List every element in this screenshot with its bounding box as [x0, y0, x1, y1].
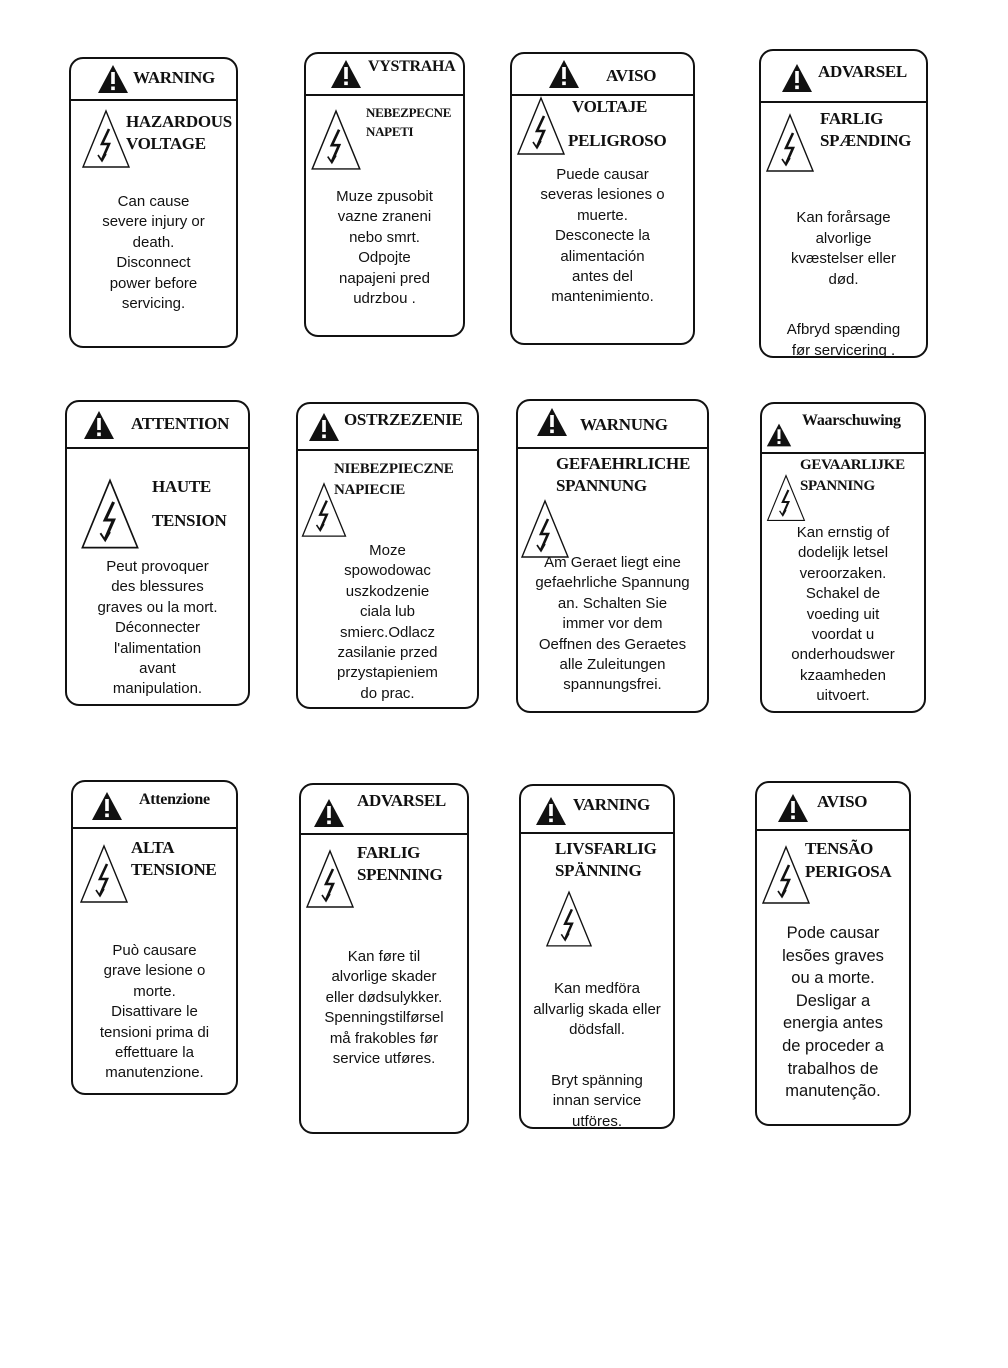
label-swedish [519, 784, 675, 1129]
hazard-title-line1: NEBEZPECNE [366, 105, 452, 120]
label-header [73, 782, 236, 829]
label-dutch [760, 402, 926, 713]
label-body-text: Kan ernstig of dodelijk letsel veroorzaken. Schakel de voeding uit voordat u onderhoudswer kzaamheden uitvoert. [791, 524, 895, 705]
label-body [523, 959, 671, 1153]
hazard-title-line2: SPANNUNG [556, 476, 647, 495]
label-header [757, 783, 909, 831]
hazard-title-line2: VOLTAGE [126, 134, 206, 153]
warning-icon [548, 59, 580, 89]
label-header [306, 54, 463, 96]
label-portuguese [755, 781, 911, 1126]
hazard-title-line1: NIEBEZPIECZNE [334, 461, 454, 477]
label-header-text: AVISO [606, 66, 657, 85]
hazard-title-line1: ALTA [131, 838, 175, 857]
warning-icon [308, 412, 340, 442]
high-voltage-icon [765, 113, 815, 173]
label-body-text-secondary: Bryt spänning innan service utföres. [551, 1072, 643, 1130]
label-body-text: Can cause severe injury or death. Disconnect power before servicing. [102, 193, 205, 313]
high-voltage-icon [764, 474, 808, 522]
hazard-title-line2: PERIGOSA [805, 862, 892, 881]
label-body-text: Pode causar lesões graves ou a morte. Desligar a energia antes de proceder a trabalhos de manutenção. [782, 924, 884, 1101]
label-header-text: Attenzione [139, 791, 210, 808]
hazard-title-line1: HAZARDOUS [126, 112, 232, 131]
high-voltage-icon [81, 109, 131, 169]
high-voltage-icon [305, 849, 355, 909]
label-header [518, 401, 707, 449]
label-header-text: VARNING [573, 795, 650, 814]
hazard-title-line1: GEVAARLIJKE [800, 457, 905, 473]
high-voltage-icon [79, 844, 129, 904]
label-header-text: ADVARSEL [357, 791, 446, 810]
high-voltage-icon [520, 499, 570, 559]
hazard-title-line2: SPÄNNING [555, 861, 642, 880]
hazard-title-line1: FARLIG [820, 109, 884, 128]
label-body-text: Muze zpusobit vazne zraneni nebo smrt. Odpojte napajeni pred udrzbou . [336, 188, 433, 308]
label-header [67, 402, 248, 449]
high-voltage-icon [516, 96, 566, 156]
label-header-text: OSTRZEZENIE [344, 410, 463, 429]
label-body-text: Kan forårsage alvorlige kvæstelser eller død. [790, 209, 897, 288]
label-header-text: Waarschuwing [802, 412, 901, 429]
label-danish [759, 49, 928, 358]
warning-icon [91, 791, 123, 821]
label-spanish [510, 52, 695, 345]
label-italian [71, 780, 238, 1095]
label-body-text: Moze spowodowac uszkodzenie ciala lub smierc.Odlacz zasilanie przed przystapieniem do prac. [337, 542, 438, 702]
hazard-title-line2: NAPETI [366, 124, 414, 139]
label-header [762, 404, 924, 454]
warning-icon [536, 407, 568, 437]
label-czech [304, 52, 465, 337]
warning-icon [777, 793, 809, 823]
hazard-title-line2: SPENNING [357, 865, 443, 884]
hazard-title-line2: TENSIONE [131, 860, 217, 879]
label-body [763, 188, 924, 382]
label-body-text: Am Geraet liegt eine gefaehrliche Spannung an. Schalten Sie immer vor dem Oeffnen des Geraetes alle Zuleitungen spannungsfrei. [535, 554, 690, 694]
hazard-title-line1: TENSÃO [805, 839, 874, 858]
label-header-text: VYSTRAHA [368, 58, 456, 75]
label-body-text: Puede causar severas lesiones o muerte. Desconecte la alimentación antes del mantenimiento. [540, 166, 665, 306]
label-header [521, 786, 673, 834]
hazard-title-line1: HAUTE [152, 477, 211, 496]
label-body-text: Può causare grave lesione o morte. Disattivare le tensioni prima di effettuare la manutenzione. [99, 942, 210, 1082]
warning-icon [781, 63, 813, 93]
hazard-title-line1: LIVSFARLIG [555, 839, 657, 858]
warning-icon [83, 410, 115, 440]
hazard-title-line2: TENSION [152, 511, 227, 530]
label-polish [296, 402, 479, 709]
label-header-text: WARNING [133, 68, 215, 87]
label-body-text: Peut provoquer des blessures graves ou la mort. Déconnecter l'alimentation avant manipulation. [97, 558, 218, 698]
hazard-title-line2: PELIGROSO [568, 131, 667, 150]
high-voltage-icon [545, 888, 593, 950]
label-header [301, 785, 467, 835]
label-english [69, 57, 238, 348]
label-norwegian [299, 783, 469, 1134]
label-header [761, 51, 926, 103]
label-header-text: WARNUNG [580, 415, 668, 434]
high-voltage-icon [308, 109, 364, 171]
label-header [298, 404, 477, 451]
label-header-text: ADVARSEL [818, 62, 907, 81]
warning-icon [535, 796, 567, 826]
label-header-text: AVISO [817, 792, 868, 811]
warning-icon [97, 64, 129, 94]
hazard-title-line2: SPÆNDING [820, 131, 912, 150]
warning-icon [330, 59, 362, 89]
label-body-text: Kan medföra allvarlig skada eller dödsfall. [533, 980, 661, 1039]
label-german [516, 399, 709, 713]
hazard-title-line2: NAPIECIE [334, 482, 405, 498]
label-header-text: ATTENTION [131, 414, 230, 433]
hazard-title-line1: FARLIG [357, 843, 421, 862]
high-voltage-icon [75, 478, 145, 550]
label-french [65, 400, 250, 706]
label-header [71, 59, 236, 101]
high-voltage-icon [761, 845, 811, 905]
hazard-title-line2: SPANNING [800, 478, 875, 494]
label-body-text-secondary: Afbryd spænding før servicering . [786, 321, 901, 359]
hazard-title-line1: GEFAEHRLICHE [556, 454, 690, 473]
warning-icon [313, 798, 345, 828]
label-header [512, 54, 693, 96]
warning-icon [766, 422, 792, 448]
hazard-title-line1: VOLTAJE [572, 97, 648, 116]
label-body-text: Kan føre til alvorlige skader eller dødsulykker. Spenningstilførsel må frakobles før service utføres. [324, 948, 444, 1068]
